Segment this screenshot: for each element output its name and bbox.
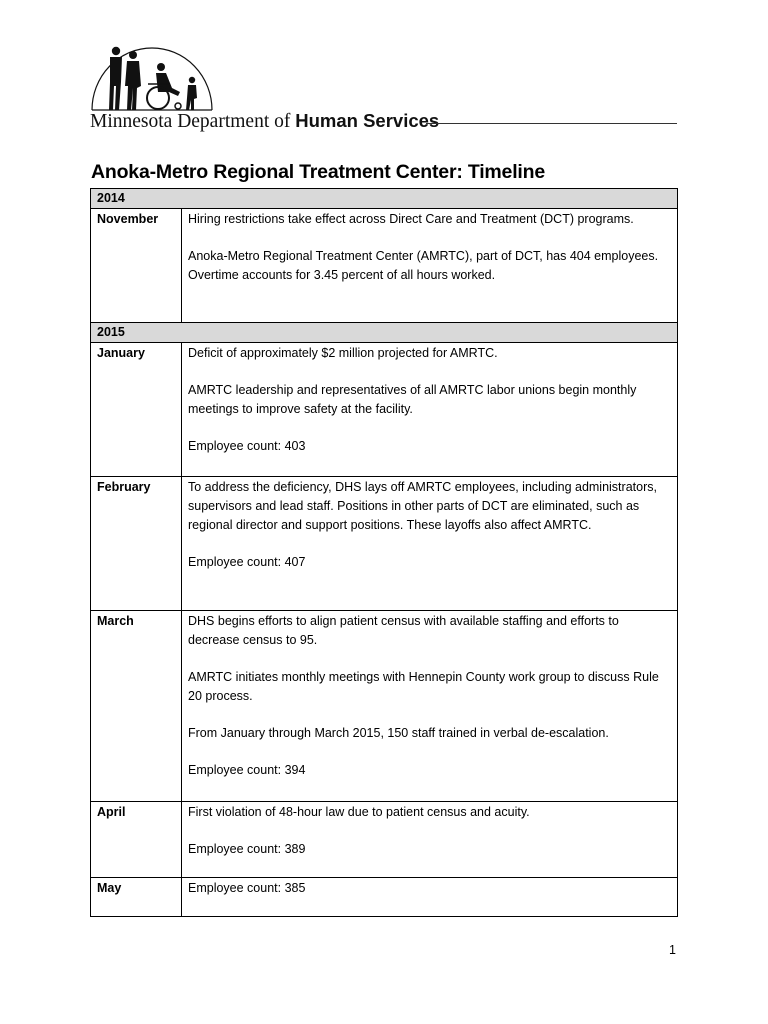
description-cell xyxy=(182,611,678,802)
month-cell: March xyxy=(91,611,182,802)
description-text: To address the deficiency, DHS lays off AMRTC employees, including administrators, supervisors and lead staff. Positions in other parts of DCT are eliminated, such as regional director and support positions. These layoffs also affect AMRTC. xyxy=(188,480,657,532)
description-text: Employee count: 394 xyxy=(188,763,306,777)
description-text: Employee count: 389 xyxy=(188,842,306,856)
logo-wordmark xyxy=(90,110,439,133)
description-cell xyxy=(182,802,678,878)
page-number: 1 xyxy=(669,943,676,957)
description-text: Employee count: 403 xyxy=(188,439,306,453)
month-cell: April xyxy=(91,802,182,878)
description-cell xyxy=(182,477,678,611)
year-row xyxy=(91,189,678,209)
month-cell: November xyxy=(91,209,182,323)
table-row xyxy=(91,611,678,802)
description-text: AMRTC leadership and representatives of all AMRTC labor unions begin monthly meetings to improve safety at the facility. xyxy=(188,383,637,416)
logo-divider xyxy=(426,123,677,124)
description-text: AMRTC initiates monthly meetings with Hennepin County work group to discuss Rule 20 process. xyxy=(188,670,659,703)
dhs-logo-icon xyxy=(88,42,218,112)
page-title: Anoka-Metro Regional Treatment Center: Timeline xyxy=(91,161,545,183)
description-text: First violation of 48-hour law due to patient census and acuity. xyxy=(188,805,530,819)
description-text: Deficit of approximately $2 million projected for AMRTC. xyxy=(188,346,498,360)
description-text: Employee count: 385 xyxy=(188,881,306,895)
table-row xyxy=(91,802,678,878)
table-row xyxy=(91,343,678,477)
timeline-table xyxy=(90,188,678,917)
year-cell: 2015 xyxy=(91,323,678,343)
description-text: Employee count: 407 xyxy=(188,555,306,569)
description-text: Anoka-Metro Regional Treatment Center (AMRTC), part of DCT, has 404 employees. Overtime accounts for 3.45 percent of all hours worked. xyxy=(188,249,659,282)
month-cell: January xyxy=(91,343,182,477)
table-row xyxy=(91,209,678,323)
month-cell: February xyxy=(91,477,182,611)
description-cell xyxy=(182,343,678,477)
description-text: From January through March 2015, 150 staff trained in verbal de-escalation. xyxy=(188,726,609,740)
logo-department-text: Minnesota Department of xyxy=(90,111,296,132)
table-row xyxy=(91,477,678,611)
dhs-logo xyxy=(88,42,680,134)
month-cell: May xyxy=(91,878,182,917)
year-cell: 2014 xyxy=(91,189,678,209)
description-cell xyxy=(182,209,678,323)
logo-human-services-text: Human Services xyxy=(295,110,440,131)
table-row xyxy=(91,878,678,917)
description-text: DHS begins efforts to align patient census with available staffing and efforts to decrease census to 95. xyxy=(188,614,619,647)
description-cell xyxy=(182,878,678,917)
description-text: Hiring restrictions take effect across Direct Care and Treatment (DCT) programs. xyxy=(188,212,634,226)
year-row xyxy=(91,323,678,343)
